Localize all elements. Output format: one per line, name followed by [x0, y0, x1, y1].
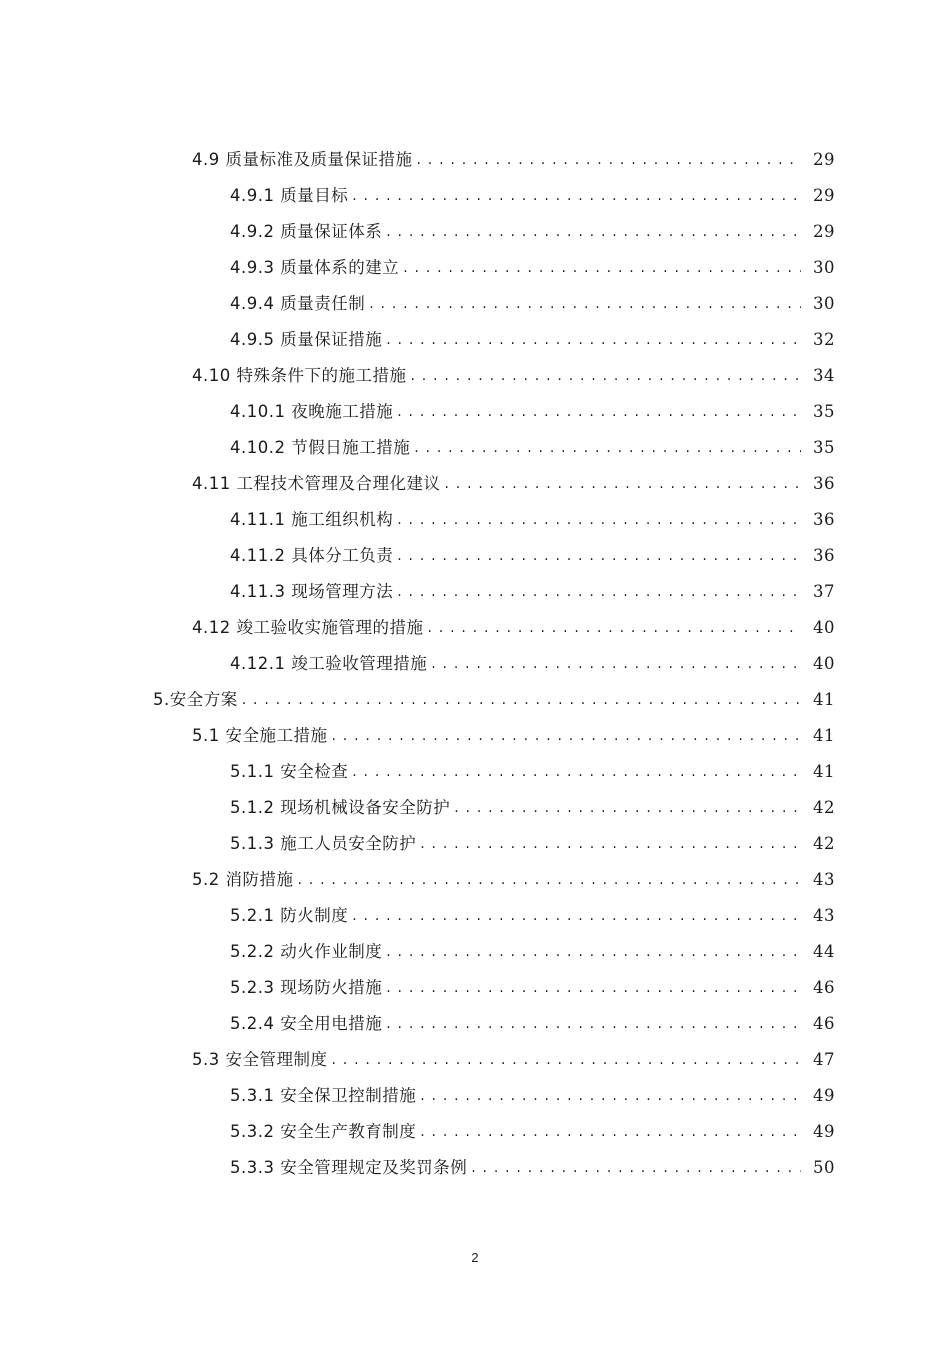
toc-entry-title: 4.9.1 质量目标 — [230, 186, 349, 205]
toc-entry-page: 40 — [813, 618, 835, 637]
toc-entry[interactable] — [0, 178, 950, 214]
toc-dot-leader — [386, 322, 801, 358]
toc-entry-page: 35 — [813, 438, 835, 457]
toc-entry-title: 4.11.1 施工组织机构 — [230, 510, 394, 529]
toc-entry-page: 41 — [813, 690, 835, 709]
toc-dot-leader — [386, 934, 801, 970]
toc-dot-leader — [386, 214, 801, 250]
toc-entry[interactable] — [0, 790, 950, 826]
toc-entry-title: 5.2.1 防火制度 — [230, 906, 349, 925]
toc-dot-leader — [386, 1006, 801, 1042]
toc-entry[interactable] — [0, 610, 950, 646]
toc-entry-title: 4.9 质量标准及质量保证措施 — [192, 150, 413, 169]
toc-entry[interactable] — [0, 214, 950, 250]
toc-entry-title: 5.2.4 安全用电措施 — [230, 1014, 383, 1033]
toc-entry-page: 37 — [813, 582, 835, 601]
toc-dot-leader — [352, 898, 801, 934]
toc-dot-leader — [397, 394, 801, 430]
toc-dot-leader — [332, 718, 802, 754]
toc-entry-title: 5.3.1 安全保卫控制措施 — [230, 1086, 417, 1105]
toc-dot-leader — [420, 1078, 801, 1114]
toc-entry-title: 5.3 安全管理制度 — [192, 1050, 328, 1069]
toc-dot-leader — [242, 682, 801, 718]
toc-entry-page: 29 — [813, 222, 835, 241]
toc-entry-title: 4.12 竣工验收实施管理的措施 — [192, 618, 424, 637]
toc-entry[interactable] — [0, 1150, 950, 1186]
page-number: 2 — [471, 1250, 479, 1265]
toc-entry[interactable] — [0, 1006, 950, 1042]
toc-entry-page: 44 — [813, 942, 835, 961]
toc-entry-page: 47 — [813, 1050, 835, 1069]
toc-entry-title: 4.10 特殊条件下的施工措施 — [192, 366, 407, 385]
toc-entry-title: 5.3.3 安全管理规定及奖罚条例 — [230, 1158, 468, 1177]
toc-entry-title: 4.11.3 现场管理方法 — [230, 582, 394, 601]
toc-entry-page: 36 — [813, 474, 835, 493]
toc-entry[interactable] — [0, 862, 950, 898]
toc-entry-title: 5.2.3 现场防火措施 — [230, 978, 383, 997]
toc-entry-page: 50 — [813, 1158, 835, 1177]
toc-entry[interactable] — [0, 826, 950, 862]
toc-dot-leader — [397, 538, 801, 574]
toc-entry-page: 36 — [813, 510, 835, 529]
toc-entry[interactable] — [0, 1078, 950, 1114]
toc-entry-page: 43 — [813, 906, 835, 925]
toc-dot-leader — [369, 286, 801, 322]
toc-entry[interactable] — [0, 430, 950, 466]
toc-entry[interactable] — [0, 970, 950, 1006]
toc-entry[interactable] — [0, 538, 950, 574]
toc-entry-page: 49 — [813, 1122, 835, 1141]
toc-entry[interactable] — [0, 574, 950, 610]
toc-entry[interactable] — [0, 322, 950, 358]
toc-entry[interactable] — [0, 934, 950, 970]
toc-entry-page: 49 — [813, 1086, 835, 1105]
toc-entry-page: 30 — [813, 294, 835, 313]
table-of-contents — [0, 142, 950, 1186]
toc-entry[interactable] — [0, 358, 950, 394]
toc-entry[interactable] — [0, 754, 950, 790]
toc-entry-page: 32 — [813, 330, 835, 349]
toc-entry-page: 41 — [813, 726, 835, 745]
toc-entry-title: 5.1.3 施工人员安全防护 — [230, 834, 417, 853]
toc-entry-title: 4.11.2 具体分工负责 — [230, 546, 394, 565]
toc-entry-title: 5.1 安全施工措施 — [192, 726, 328, 745]
toc-dot-leader — [397, 502, 801, 538]
toc-dot-leader — [427, 610, 801, 646]
toc-entry-page: 29 — [813, 186, 835, 205]
toc-entry-title: 4.12.1 竣工验收管理措施 — [230, 654, 428, 673]
toc-entry-title: 4.10.1 夜晚施工措施 — [230, 402, 394, 421]
toc-dot-leader — [414, 430, 801, 466]
toc-entry-page: 30 — [813, 258, 835, 277]
toc-dot-leader — [471, 1150, 801, 1186]
toc-entry[interactable] — [0, 898, 950, 934]
toc-entry[interactable] — [0, 718, 950, 754]
toc-dot-leader — [352, 754, 801, 790]
toc-entry-page: 40 — [813, 654, 835, 673]
toc-entry[interactable] — [0, 394, 950, 430]
toc-dot-leader — [431, 646, 801, 682]
toc-entry-title: 4.11 工程技术管理及合理化建议 — [192, 474, 441, 493]
toc-dot-leader — [298, 862, 802, 898]
toc-dot-leader — [403, 250, 801, 286]
toc-entry[interactable] — [0, 250, 950, 286]
toc-dot-leader — [417, 142, 802, 178]
toc-dot-leader — [332, 1042, 802, 1078]
toc-entry-title: 5.安全方案 — [153, 690, 238, 709]
toc-entry-title: 5.3.2 安全生产教育制度 — [230, 1122, 417, 1141]
toc-entry-page: 36 — [813, 546, 835, 565]
toc-entry[interactable] — [0, 286, 950, 322]
toc-entry-page: 29 — [813, 150, 835, 169]
toc-entry-title: 4.9.5 质量保证措施 — [230, 330, 383, 349]
toc-dot-leader — [420, 1114, 801, 1150]
toc-entry-page: 46 — [813, 1014, 835, 1033]
toc-dot-leader — [444, 466, 801, 502]
toc-entry-page: 43 — [813, 870, 835, 889]
toc-dot-leader — [386, 970, 801, 1006]
toc-entry-page: 41 — [813, 762, 835, 781]
toc-entry-page: 34 — [813, 366, 835, 385]
toc-entry-title: 4.9.3 质量体系的建立 — [230, 258, 400, 277]
toc-entry[interactable] — [0, 1042, 950, 1078]
toc-dot-leader — [420, 826, 801, 862]
toc-entry-title: 5.1.1 安全检查 — [230, 762, 349, 781]
toc-entry-title: 4.10.2 节假日施工措施 — [230, 438, 411, 457]
toc-entry[interactable] — [0, 142, 950, 178]
toc-entry-page: 46 — [813, 978, 835, 997]
toc-dot-leader — [352, 178, 801, 214]
toc-entry-page: 35 — [813, 402, 835, 421]
toc-dot-leader — [410, 358, 801, 394]
toc-entry[interactable] — [0, 502, 950, 538]
toc-dot-leader — [454, 790, 801, 826]
toc-entry[interactable] — [0, 682, 950, 718]
toc-entry-page: 42 — [813, 834, 835, 853]
toc-entry[interactable] — [0, 466, 950, 502]
toc-entry-page: 42 — [813, 798, 835, 817]
toc-entry-title: 5.1.2 现场机械设备安全防护 — [230, 798, 451, 817]
toc-dot-leader — [397, 574, 801, 610]
toc-entry[interactable] — [0, 1114, 950, 1150]
toc-entry-title: 4.9.2 质量保证体系 — [230, 222, 383, 241]
toc-entry-title: 5.2.2 动火作业制度 — [230, 942, 383, 961]
toc-entry-title: 5.2 消防措施 — [192, 870, 294, 889]
toc-entry[interactable] — [0, 646, 950, 682]
toc-entry-title: 4.9.4 质量责任制 — [230, 294, 366, 313]
